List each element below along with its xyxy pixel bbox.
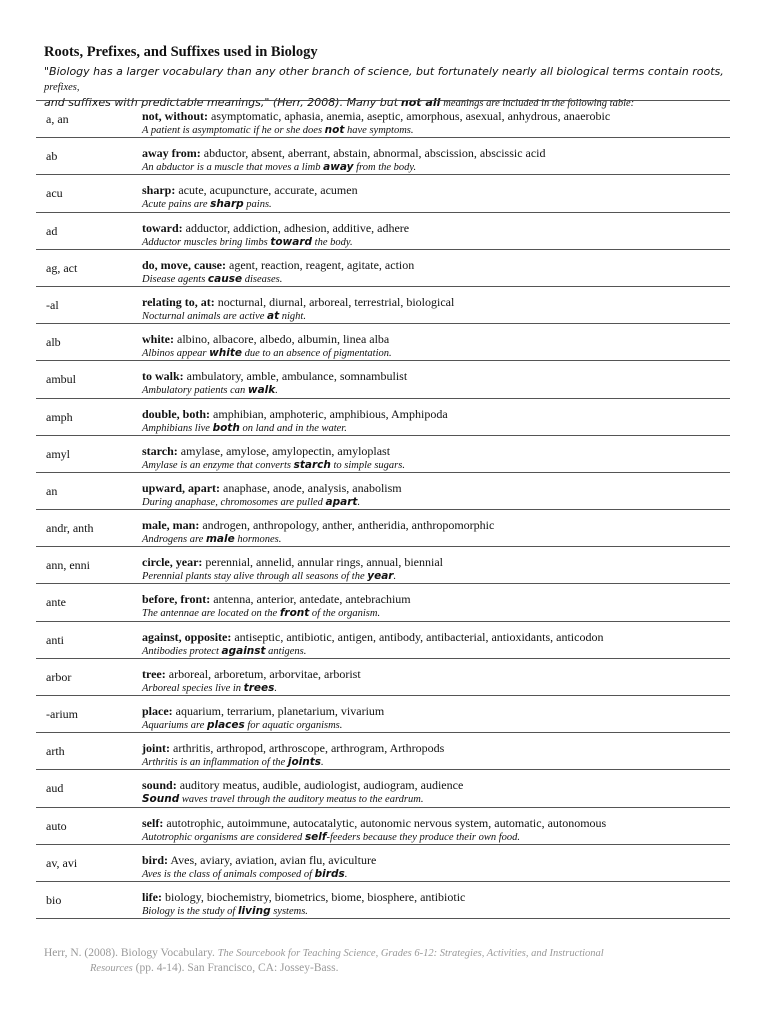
table-row <box>36 138 730 175</box>
example-words: Aves, aviary, aviation, avian flu, aviculture <box>168 852 377 867</box>
definition-cell <box>142 258 414 273</box>
example-pre: Amphibians live <box>142 422 213 434</box>
example-key: male <box>205 533 235 546</box>
root-cell: ab <box>46 149 58 164</box>
example-sentence <box>142 124 414 136</box>
root-cell: ad <box>46 223 58 238</box>
definition-cell <box>142 369 407 384</box>
intro-not-all: not all <box>400 96 441 109</box>
root-cell: andr, anth <box>46 521 94 536</box>
meaning: not, without: <box>142 109 209 123</box>
root-cell: arth <box>46 744 65 759</box>
definition-cell <box>142 704 384 719</box>
definition-cell <box>142 630 603 645</box>
example-key: cause <box>207 272 243 285</box>
example-words: antenna, anterior, antedate, antebrachium <box>210 592 411 607</box>
example-words: agent, reaction, reagent, agitate, action <box>226 257 415 272</box>
example-sentence <box>142 533 281 545</box>
table-row <box>36 622 730 659</box>
definition-cell <box>142 295 454 310</box>
root-cell: ante <box>46 595 66 610</box>
table-row <box>36 473 730 510</box>
definition-cell <box>142 741 444 756</box>
table-row <box>36 696 730 733</box>
example-post: . <box>321 757 324 769</box>
example-pre: Biology is the study of <box>142 905 238 917</box>
example-words: asymptomatic, aphasia, anemia, aseptic, amorphous, asexual, anhydrous, anaerobic <box>208 109 611 123</box>
example-post: waves travel through the auditory meatus to the eardrum. <box>179 794 424 806</box>
table-row <box>36 175 730 212</box>
table-row <box>36 733 730 770</box>
meaning: self: <box>142 815 164 830</box>
root-cell: an <box>46 483 58 498</box>
example-words: antiseptic, antibiotic, antigen, antibody, antibacterial, antioxidants, anticodon <box>231 629 604 644</box>
definition-cell <box>142 778 463 793</box>
example-words: biology, biochemistry, biometrics, biome, biosphere, antibiotic <box>162 889 466 904</box>
root-cell: -al <box>46 297 59 312</box>
intro-quote: "Biology has a larger vocabulary than any other branch of science, but fortunately nearly all biological terms contain roots, <box>44 65 724 78</box>
example-pre: Albinos appear <box>142 348 210 360</box>
example-key: living <box>237 904 271 917</box>
example-key: both <box>212 421 240 434</box>
root-cell: bio <box>46 892 62 907</box>
example-key: Sound <box>142 793 180 806</box>
root-cell: arbor <box>46 669 72 684</box>
example-sentence <box>142 384 278 396</box>
example-sentence <box>142 459 405 471</box>
example-post: the body. <box>312 236 353 248</box>
example-post: pains. <box>243 199 272 211</box>
example-words: nocturnal, diurnal, arboreal, terrestrial, biological <box>214 294 455 309</box>
meaning: male, man: <box>142 518 200 533</box>
meaning: to walk: <box>142 369 184 384</box>
example-words: auditory meatus, audible, audiologist, audiogram, audience <box>176 778 464 793</box>
example-pre: The antennae are located on the <box>142 608 280 620</box>
example-sentence <box>142 607 380 619</box>
definition-cell <box>142 407 448 422</box>
example-key: front <box>279 607 310 620</box>
example-key: away <box>323 161 354 174</box>
example-pre: A patient is asymptomatic if he or she does <box>142 125 325 136</box>
example-sentence <box>142 422 347 434</box>
example-pre: Nocturnal animals are active <box>142 310 268 322</box>
meaning: before, front: <box>142 592 211 607</box>
example-sentence <box>142 570 396 582</box>
root-cell: ann, enni <box>46 558 90 573</box>
meaning: white: <box>142 332 174 347</box>
example-post: due to an absence of pigmentation. <box>242 348 392 360</box>
meaning: against, opposite: <box>142 629 232 644</box>
roots-table <box>36 100 730 919</box>
example-key: against <box>221 644 266 657</box>
example-post: on land and in the water. <box>239 422 347 434</box>
example-words: albino, albacore, albedo, albumin, linea alba <box>174 332 390 347</box>
table-row <box>36 808 730 845</box>
definition-cell <box>142 183 358 198</box>
example-sentence <box>142 273 282 285</box>
citation-author: Herr, N. (2008). Biology Vocabulary. <box>44 947 215 959</box>
example-sentence <box>142 645 306 657</box>
table-row <box>36 659 730 696</box>
definition-cell <box>142 109 610 124</box>
example-post: for aquatic organisms. <box>244 720 343 731</box>
example-post: . <box>274 682 277 694</box>
example-words: anaphase, anode, analysis, anabolism <box>220 480 402 495</box>
citation-book: The Sourcebook for Teaching Science, Grades 6-12: Strategies, Activities, and Instructional <box>217 948 604 959</box>
meaning: upward, apart: <box>142 480 221 495</box>
example-words: amphibian, amphoteric, amphibious, Amphipoda <box>210 406 448 421</box>
definition-cell <box>142 481 402 496</box>
root-cell: amyl <box>46 446 70 461</box>
example-post: . <box>357 496 361 508</box>
definition-cell <box>142 816 606 831</box>
table-row <box>36 584 730 621</box>
example-sentence <box>142 756 324 768</box>
table-row <box>36 213 730 250</box>
table-row <box>36 547 730 584</box>
example-pre: Ambulatory patients can <box>142 385 248 397</box>
citation <box>44 946 734 976</box>
root-cell: a, an <box>46 112 69 126</box>
meaning: do, move, cause: <box>142 257 226 272</box>
root-cell: aud <box>46 781 64 796</box>
meaning: toward: <box>142 220 183 235</box>
example-post: -feeders because they produce their own food. <box>326 831 521 843</box>
meaning: bird: <box>142 852 169 867</box>
table-row <box>36 287 730 324</box>
page-title: Roots, Prefixes, and Suffixes used in Biology <box>44 44 318 60</box>
example-post: diseases. <box>242 273 283 285</box>
example-sentence <box>142 905 308 917</box>
table-row <box>36 361 730 398</box>
root-cell: ambul <box>46 372 76 387</box>
table-row <box>36 845 730 882</box>
example-key: starch <box>293 458 331 471</box>
table-row <box>36 436 730 473</box>
example-post: . <box>344 868 348 880</box>
example-post: . <box>393 571 397 583</box>
example-pre: Adductor muscles bring limbs <box>142 236 271 248</box>
example-key: trees <box>243 681 275 694</box>
example-post: night. <box>279 310 306 322</box>
example-pre: Perennial plants stay alive through all seasons of the <box>142 571 368 583</box>
definition-cell <box>142 555 443 570</box>
meaning: double, both: <box>142 406 211 421</box>
example-pre: An abductor is a muscle that moves a limb <box>142 162 324 174</box>
example-key: self <box>304 830 327 843</box>
table-row <box>36 882 730 919</box>
intro-quote-line2: and suffixes with predictable meanings," (Herr, 2008). Many but <box>44 96 399 109</box>
example-sentence <box>142 868 347 880</box>
example-pre: Androgens are <box>142 534 206 546</box>
root-cell: anti <box>46 632 64 647</box>
table-row <box>36 399 730 436</box>
example-key: at <box>267 309 280 322</box>
example-words: autotrophic, autoimmune, autocatalytic, autonomic nervous system, automatic, autonomous <box>163 815 607 830</box>
example-sentence <box>142 831 520 843</box>
intro-quote-cont: prefixes, <box>44 82 80 93</box>
meaning: place: <box>142 704 173 718</box>
table-row <box>36 510 730 547</box>
example-pre: Autotrophic organisms are considered <box>142 831 305 843</box>
definition-cell <box>142 592 411 607</box>
example-key: not <box>324 124 345 136</box>
root-cell: -arium <box>46 707 78 721</box>
example-pre: Antibodies protect <box>142 645 222 657</box>
meaning: joint: <box>142 741 170 756</box>
definition-cell <box>142 518 494 533</box>
example-words: acute, acupuncture, accurate, acumen <box>175 183 358 198</box>
example-sentence <box>142 719 342 731</box>
definition-cell <box>142 853 376 868</box>
table-row <box>36 250 730 287</box>
example-words: arthritis, arthropod, arthroscope, arthrogram, Arthropods <box>170 741 445 756</box>
example-key: joints <box>287 756 321 769</box>
citation-book2: Resources <box>90 963 133 974</box>
meaning: relating to, at: <box>142 294 215 309</box>
intro-tail: meanings are included in the following table: <box>443 98 635 109</box>
meaning: starch: <box>142 443 178 458</box>
definition-cell <box>142 444 390 459</box>
example-sentence <box>142 682 277 694</box>
example-post: hormones. <box>234 534 282 546</box>
example-sentence <box>142 236 353 248</box>
root-cell: amph <box>46 409 73 424</box>
example-pre: Acute pains are <box>142 199 211 211</box>
root-cell: auto <box>46 818 67 833</box>
definition-cell <box>142 667 361 682</box>
root-cell: av, avi <box>46 855 78 870</box>
example-words: amylase, amylose, amylopectin, amyloplast <box>177 443 391 458</box>
example-sentence <box>142 496 360 508</box>
meaning: sharp: <box>142 183 176 198</box>
example-post: have symptoms. <box>344 125 414 136</box>
example-sentence <box>142 198 272 210</box>
example-words: ambulatory, amble, ambulance, somnambulist <box>183 369 408 384</box>
example-pre: Arthritis is an inflammation of the <box>142 757 288 769</box>
example-post: systems. <box>270 905 308 917</box>
example-key: toward <box>270 235 313 248</box>
definition-cell <box>142 221 409 236</box>
definition-cell <box>142 146 546 161</box>
example-pre: Amylase is an enzyme that converts <box>142 459 294 471</box>
example-key: apart <box>325 495 358 508</box>
root-cell: acu <box>46 186 63 201</box>
example-words: abductor, absent, aberrant, abstain, abnormal, abscission, abscissic acid <box>200 146 546 161</box>
example-post: of the organism. <box>309 608 381 620</box>
example-post: from the body. <box>353 162 417 174</box>
example-key: places <box>206 719 245 731</box>
example-post: to simple sugars. <box>330 459 405 471</box>
meaning: away from: <box>142 146 201 161</box>
example-post: . <box>275 385 278 397</box>
example-words: adductor, addiction, adhesion, additive, adhere <box>182 220 410 235</box>
example-words: perennial, annelid, annular rings, annual, biennial <box>202 555 443 570</box>
example-pre: Aves is the class of animals composed of <box>142 868 315 880</box>
example-sentence <box>142 347 392 359</box>
example-sentence <box>142 793 423 805</box>
meaning: sound: <box>142 778 177 793</box>
example-words: androgen, anthropology, anther, antheridia, anthropomorphic <box>199 518 495 533</box>
definition-cell <box>142 890 465 905</box>
example-pre: Aquariums are <box>142 720 207 731</box>
root-cell: ag, act <box>46 260 78 275</box>
meaning: tree: <box>142 666 166 681</box>
example-key: sharp <box>210 198 244 211</box>
root-cell: alb <box>46 335 61 350</box>
example-key: walk <box>247 384 276 397</box>
meaning: circle, year: <box>142 555 203 570</box>
example-pre: Arboreal species live in <box>142 682 244 694</box>
table-row <box>36 770 730 807</box>
example-pre: During anaphase, chromosomes are pulled <box>142 496 326 508</box>
example-sentence <box>142 310 306 322</box>
example-words: arboreal, arboretum, arborvitae, arborist <box>165 666 361 681</box>
example-words: aquarium, terrarium, planetarium, vivarium <box>172 704 385 718</box>
meaning: life: <box>142 889 162 904</box>
table-row <box>36 101 730 138</box>
example-key: white <box>209 347 243 360</box>
citation-pub: (pp. 4-14). San Francisco, CA: Jossey-Bass. <box>135 962 339 974</box>
example-pre: Disease agents <box>142 273 208 285</box>
table-row <box>36 324 730 361</box>
example-post: antigens. <box>265 645 307 657</box>
example-key: year <box>367 570 394 583</box>
example-key: birds <box>314 867 345 880</box>
definition-cell <box>142 332 389 347</box>
example-sentence <box>142 161 416 173</box>
